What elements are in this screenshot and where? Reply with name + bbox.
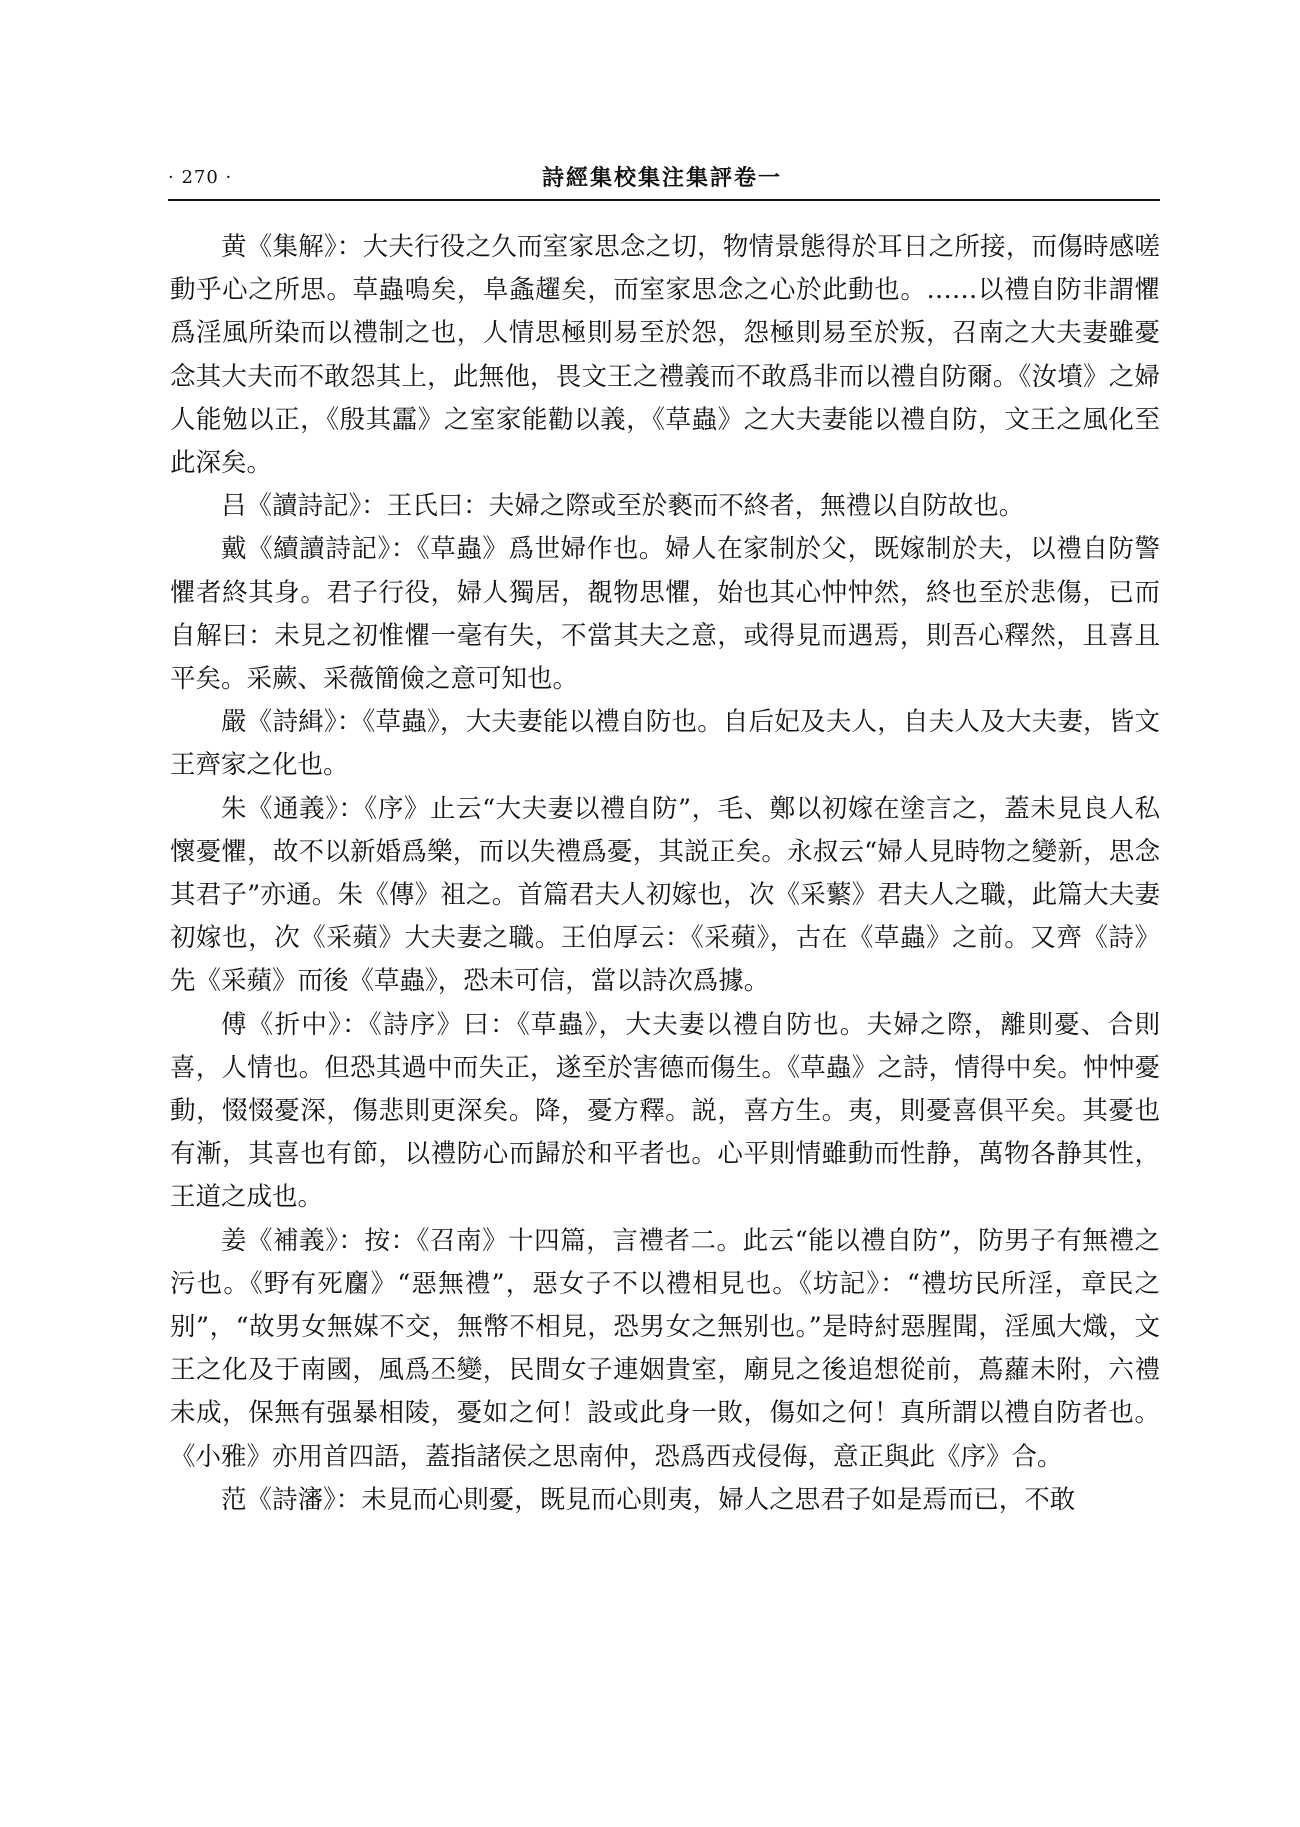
header-rule	[168, 199, 1160, 201]
commentary-yan: 嚴《詩緝》：《草蟲》，大夫妻能以禮自防也。自后妃及夫人，自夫人及大夫妻，皆文王齊家之化也。	[170, 707, 1160, 781]
commentary-lu: 吕《讀詩記》：王氏曰：夫婦之際或至於褻而不終者，無禮以自防故也。	[221, 491, 1025, 522]
commentary-jiang: 姜《補義》：按：《召南》十四篇，言禮者二。此云“能以禮自防”，防男子有無禮之污也。《野有死麕》“惡無禮”，惡女子不以禮相見也。《坊記》：“禮坊民所淫，章民之别”，“故男女無媒不交，無幣不相見，恐男女之無别也。”是時紂惡腥聞，淫風大熾，文王之化及于南國，風爲丕變，民間女子連姻貴室，廟見之後追想從前，蔦蘿未附，六禮未成，保無有强暴相陵，憂如之何！設或此身一敗，傷如之何！真所謂以禮自防者也。《小雅》亦用首四語，蓋指諸侯之思南仲，恐爲西戎侵侮，意正與此《序》合。	[170, 1225, 1160, 1472]
running-title: 詩經集校集注集評卷一	[542, 165, 783, 191]
commentary-huang: 黄《集解》：大夫行役之久而室家思念之切，物情景態得於耳日之所接，而傷時感嗟動乎心之所思。草蟲鳴矣，阜螽趯矣，而室家思念之心於此動也。……以禮自防非謂懼爲淫風所染而以禮制之也，人情思極則易至於怨，怨極則易至於叛，召南之大夫妻雖憂念其大夫而不敢怨其上，此無他，畏文王之禮義而不敢爲非而以禮自防爾。《汝墳》之婦人能勉以正，《殷其靁》之室家能勸以義，《草蟲》之大夫妻能以禮自防，文王之風化至此深矣。	[170, 232, 1160, 479]
commentary-dai: 戴《續讀詩記》：《草蟲》爲世婦作也。婦人在家制於父，既嫁制於夫，以禮自防警懼者終其身。君子行役，婦人獨居，覩物思懼，始也其心忡忡然，終也至於悲傷，已而自解曰：未見之初惟懼一毫有失，不當其夫之意，或得見而遇焉，則吾心釋然，且喜且平矣。采蕨、采薇簡儉之意可知也。	[170, 534, 1160, 695]
body-text	[170, 226, 1160, 1522]
commentary-zhu: 朱《通義》：《序》止云“大夫妻以禮自防”，毛、鄭以初嫁在塗言之，蓋未見良人私懷憂懼，故不以新婚爲樂，而以失禮爲憂，其説正矣。永叔云“婦人見時物之變新，思念其君子”亦通。朱《傳》祖之。首篇君夫人初嫁也，次《采蘩》君夫人之職，此篇大夫妻初嫁也，次《采蘋》大夫妻之職。王伯厚云：《采蘋》，古在《草蟲》之前。又齊《詩》先《采蘋》而後《草蟲》，恐未可信，當以詩次爲據。	[170, 793, 1160, 997]
commentary-fan: 范《詩瀋》：未見而心則憂，既見而心則夷，婦人之思君子如是焉而已，不敢	[221, 1484, 1076, 1515]
page-number: · 270 ·	[168, 167, 233, 188]
commentary-fu: 傅《折中》：《詩序》曰：《草蟲》，大夫妻以禮自防也。夫婦之際，離則憂、合則喜，人情也。但恐其過中而失正，遂至於害德而傷生。《草蟲》之詩，情得中矣。忡忡憂動，惙惙憂深，傷悲則更深矣。降，憂方釋。説，喜方生。夷，則憂喜俱平矣。其憂也有漸，其喜也有節，以禮防心而歸於和平者也。心平則情雖動而性静，萬物各静其性，王道之成也。	[170, 1009, 1160, 1213]
running-header	[168, 158, 1160, 198]
